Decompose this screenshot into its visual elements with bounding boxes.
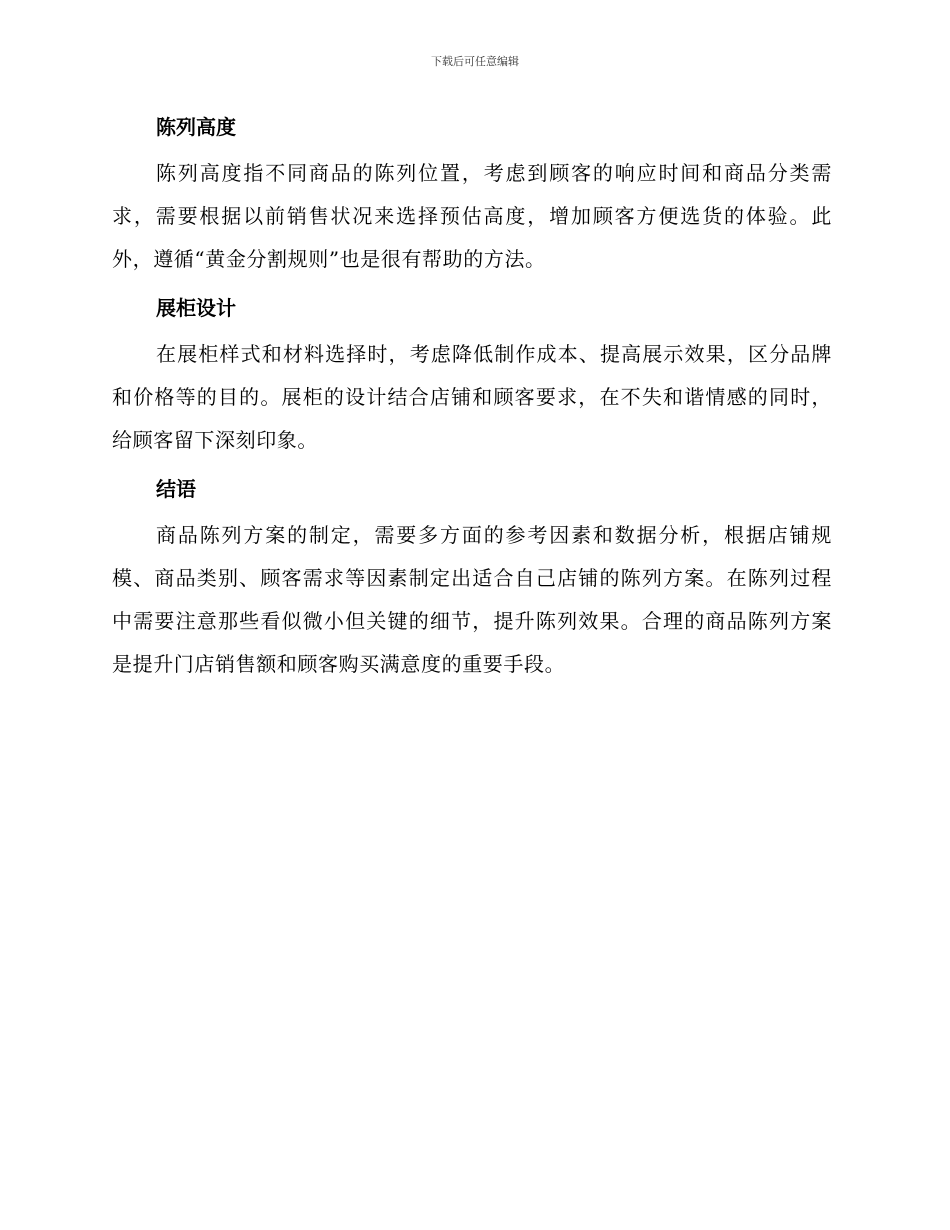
section-paragraph: 在展柜样式和材料选择时，考虑降低制作成本、提高展示效果，区分品牌和价格等的目的。展柜的设计结合店铺和顾客要求，在不失和谐情感的同时，给顾客留下深刻印象。 (112, 342, 832, 452)
section-heading: 结语 (156, 477, 196, 501)
section-heading: 展柜设计 (156, 296, 236, 320)
section-paragraph: 陈列高度指不同商品的陈列位置，考虑到顾客的响应时间和商品分类需求，需要根据以前销售状况来选择预估高度，增加顾客方便选货的体验。此外，遵循“黄金分割规则”也是很有帮助的方法。 (112, 161, 832, 271)
section-showcase-design (112, 289, 832, 462)
page-header: 下载后可任意编辑 (431, 55, 519, 68)
section-conclusion (112, 470, 832, 686)
section-heading: 陈列高度 (156, 115, 236, 139)
section-display-height (112, 108, 832, 281)
document-body (112, 108, 832, 694)
section-paragraph: 商品陈列方案的制定，需要多方面的参考因素和数据分析，根据店铺规模、商品类别、顾客需求等因素制定出适合自己店铺的陈列方案。在陈列过程中需要注意那些看似微小但关键的细节，提升陈列效果。合理的商品陈列方案是提升门店销售额和顾客购买满意度的重要手段。 (112, 523, 832, 676)
